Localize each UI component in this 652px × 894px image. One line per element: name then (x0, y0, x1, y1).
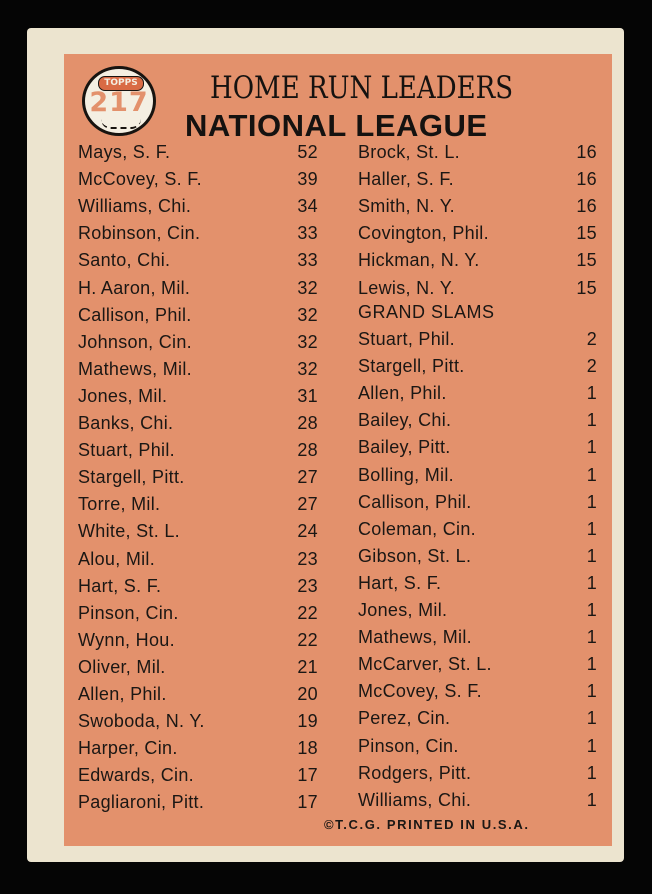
player-total: 1 (586, 600, 597, 620)
player-total: 16 (576, 142, 597, 162)
list-item (78, 603, 318, 630)
player-name: Swoboda, N. Y. (78, 711, 205, 732)
player-total: 31 (297, 385, 318, 406)
list-item (78, 413, 318, 440)
player-total: 32 (297, 358, 318, 379)
player-name: Alou, Mil. (78, 548, 156, 569)
player-name: Banks, Chi. (78, 413, 174, 433)
player-name: Williams, Chi. (78, 196, 192, 217)
player-name: McCovey, S. F. (358, 681, 482, 702)
player-name: Coleman, Cin. (358, 518, 476, 539)
player-name: McCarver, St. L. (358, 654, 492, 675)
list-item (358, 708, 597, 735)
player-name: McCovey, S. F. (78, 169, 202, 190)
player-total: 1 (586, 518, 597, 539)
player-name: Pinson, Cin. (358, 735, 459, 756)
player-total: 28 (297, 413, 318, 433)
list-item (78, 630, 318, 657)
player-name: Jones, Mil. (358, 600, 448, 620)
player-total: 15 (576, 277, 597, 298)
player-total: 1 (586, 627, 597, 648)
list-item (358, 600, 597, 627)
player-total: 1 (586, 572, 597, 593)
player-name: Allen, Phil. (358, 383, 447, 404)
player-total: 15 (576, 223, 597, 244)
list-item (78, 521, 318, 548)
player-total: 2 (586, 329, 597, 349)
list-item (78, 305, 318, 332)
player-name: Bolling, Mil. (358, 464, 454, 485)
player-total: 1 (586, 410, 597, 431)
list-item (358, 763, 597, 790)
player-name: Bailey, Chi. (358, 410, 452, 431)
list-item (358, 383, 597, 410)
card-number: 217 (89, 87, 149, 118)
player-total: 1 (586, 708, 597, 729)
player-total: 1 (586, 789, 597, 810)
player-total: 39 (297, 169, 318, 190)
topps-logo (82, 66, 156, 136)
list-item (78, 684, 318, 711)
list-item (358, 169, 597, 196)
player-name: Mathews, Mil. (78, 358, 192, 379)
player-name: Robinson, Cin. (78, 223, 201, 244)
list-item (78, 223, 318, 250)
player-name: Lewis, N. Y. (358, 277, 455, 298)
player-name: Johnson, Cin. (78, 331, 192, 352)
player-name: Rodgers, Pitt. (358, 762, 472, 783)
player-name: Hickman, N. Y. (358, 250, 480, 271)
player-name: H. Aaron, Mil. (78, 277, 191, 298)
player-name: Mathews, Mil. (358, 627, 472, 648)
player-total: 22 (297, 602, 318, 623)
player-name: Brock, St. L. (358, 142, 460, 162)
player-total: 21 (297, 656, 318, 677)
player-total: 1 (586, 654, 597, 675)
list-item (358, 329, 597, 356)
player-name: White, St. L. (78, 521, 180, 542)
player-total: 33 (297, 223, 318, 244)
player-name: Perez, Cin. (358, 708, 451, 729)
list-item (78, 386, 318, 413)
list-item (78, 549, 318, 576)
list-item (78, 142, 318, 169)
list-item (78, 711, 318, 738)
player-total: 15 (576, 250, 597, 271)
list-item (358, 627, 597, 654)
list-item (78, 196, 318, 223)
list-item (358, 654, 597, 681)
player-total: 28 (297, 440, 318, 461)
player-total: 1 (586, 762, 597, 783)
list-item (358, 736, 597, 763)
player-total: 16 (576, 196, 597, 217)
player-name: Wynn, Hou. (78, 629, 175, 650)
list-item (358, 546, 597, 573)
player-total: 1 (586, 464, 597, 485)
player-total: 1 (586, 383, 597, 404)
list-item (358, 356, 597, 383)
player-name: Williams, Chi. (358, 789, 472, 810)
list-item (358, 196, 597, 223)
player-total: 33 (297, 250, 318, 271)
list-item (358, 278, 597, 305)
list-item (358, 250, 597, 277)
player-name: Gibson, St. L. (358, 545, 472, 566)
player-total: 23 (297, 548, 318, 569)
list-item (358, 519, 597, 546)
player-name: Pagliaroni, Pitt. (78, 792, 205, 813)
player-name: Santo, Chi. (78, 250, 171, 271)
player-total: 16 (576, 169, 597, 190)
player-name: Stargell, Pitt. (358, 356, 465, 377)
player-total: 1 (586, 545, 597, 566)
player-name: Mays, S. F. (78, 142, 171, 162)
player-name: Hart, S. F. (358, 572, 442, 593)
title-line-2: NATIONAL LEAGUE (185, 108, 488, 143)
player-total: 32 (297, 277, 318, 298)
player-name: Bailey, Pitt. (358, 437, 451, 458)
player-name: Smith, N. Y. (358, 196, 455, 217)
player-name: Stuart, Phil. (78, 440, 175, 461)
player-name: Pinson, Cin. (78, 602, 179, 623)
list-item (78, 467, 318, 494)
player-total: 23 (297, 575, 318, 596)
player-total: 1 (586, 437, 597, 458)
player-total: 32 (297, 304, 318, 325)
copyright-footer: ©T.C.G. PRINTED IN U.S.A. (324, 817, 530, 832)
list-item (78, 169, 318, 196)
list-item (78, 359, 318, 386)
player-name: Hart, S. F. (78, 575, 162, 596)
title-line-1: HOME RUN LEADERS (210, 70, 514, 106)
list-item (358, 681, 597, 708)
list-item (78, 792, 318, 819)
player-name: Torre, Mil. (78, 494, 161, 515)
player-total: 17 (297, 765, 318, 786)
player-total: 32 (297, 331, 318, 352)
list-item (78, 657, 318, 684)
player-name: Covington, Phil. (358, 223, 489, 244)
player-name: Jones, Mil. (78, 385, 168, 406)
player-name: Callison, Phil. (358, 491, 472, 512)
list-item (78, 440, 318, 467)
list-item (78, 576, 318, 603)
list-item (78, 738, 318, 765)
list-item (358, 437, 597, 464)
player-total: 24 (297, 521, 318, 542)
logo-brand: TOPPS (98, 76, 144, 91)
player-name: Allen, Phil. (78, 684, 167, 704)
player-total: 27 (297, 494, 318, 515)
list-item (78, 250, 318, 277)
player-total: 27 (297, 467, 318, 488)
player-total: 18 (297, 738, 318, 759)
list-item (78, 278, 318, 305)
list-item (78, 494, 318, 521)
player-total: 22 (297, 629, 318, 650)
player-name: Stuart, Phil. (358, 329, 455, 349)
list-item (358, 410, 597, 437)
player-name: Stargell, Pitt. (78, 467, 185, 488)
player-total: 34 (297, 196, 318, 217)
player-total: 20 (297, 684, 318, 704)
player-total: 17 (297, 792, 318, 813)
player-name: Edwards, Cin. (78, 765, 194, 786)
list-item (358, 223, 597, 250)
player-total: 2 (586, 356, 597, 377)
player-name: Haller, S. F. (358, 169, 454, 190)
list-item (78, 765, 318, 792)
list-item (78, 332, 318, 359)
list-item (358, 142, 597, 169)
player-total: 19 (297, 711, 318, 732)
player-name: Callison, Phil. (78, 304, 192, 325)
player-name: Oliver, Mil. (78, 656, 166, 677)
player-total: 52 (297, 142, 318, 162)
list-item (358, 492, 597, 519)
player-name: Harper, Cin. (78, 738, 178, 759)
list-item (358, 790, 597, 817)
baseball-seam-icon (101, 119, 141, 129)
list-item (358, 573, 597, 600)
player-total: 1 (586, 735, 597, 756)
grand-slams-heading: GRAND SLAMS (358, 302, 495, 322)
player-total: 1 (586, 681, 597, 702)
list-item (358, 465, 597, 492)
player-total: 1 (586, 491, 597, 512)
